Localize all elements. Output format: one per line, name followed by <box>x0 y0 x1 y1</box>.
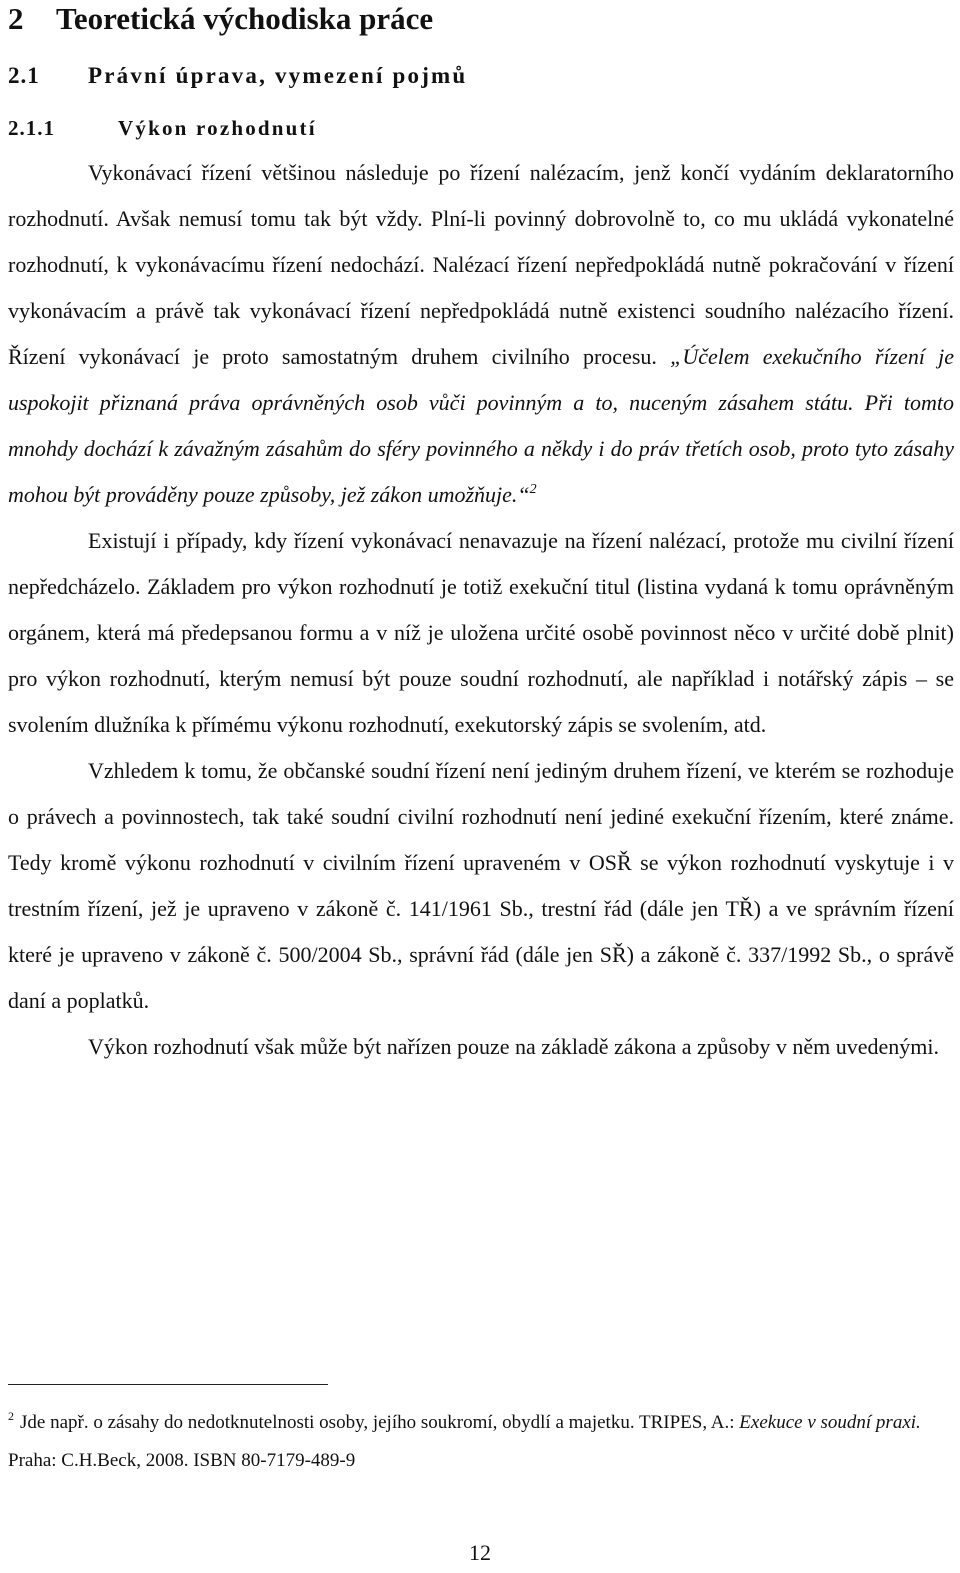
footnote-number: 2 <box>8 1409 14 1423</box>
footnote-text: Jde např. o zásahy do nedotknutelnosti osoby, jejího soukromí, obydlí a majetku. TRIPES, A.: <box>20 1412 740 1433</box>
section-number: 2.1 <box>8 63 40 88</box>
paragraph-3: Vzhledem k tomu, že občanské soudní řízení není jediným druhem řízení, ve kterém se rozhoduje o právech a povinnostech, tak také soudní civilní rozhodnutí není jediné exekuční řízením, které známe. Tedy kromě výkonu rozhodnutí v civilním řízení upraveném v OSŘ se výkon rozhodnutí vyskytuje i v trestním řízení, jež je upraveno v zákoně č. 141/1961 Sb., trestní řád (dále jen TŘ) a ve správním řízení které je upraveno v zákoně č. 500/2004 Sb., správní řád (dále jen SŘ) a zákoně č. 337/1992 Sb., o správě daní a poplatků. <box>8 758 954 1013</box>
chapter-heading <box>8 0 433 38</box>
paragraph-1-quote: „Účelem exekučního řízení je uspokojit přiznaná práva oprávněných osob vůči povinným a to, nuceným zásahem státu. Při tomto mnohdy dochází k závažným zásahům do sféry povinného a někdy i do práv třetích osob, proto tyto zásahy mohou být prováděny pouze způsoby, jež zákon umožňuje.“ <box>8 344 954 507</box>
footnote-publication: Praha: C.H.Beck, 2008. ISBN 80-7179-489-9 <box>8 1450 356 1471</box>
subsection-number: 2.1.1 <box>8 116 55 140</box>
chapter-title: Teoretická východiska práce <box>56 1 434 36</box>
footnote-book-title: Exekuce v soudní praxi. <box>739 1412 921 1433</box>
footnote <box>8 1404 954 1480</box>
section-title: Právní úprava, vymezení pojmů <box>88 63 468 88</box>
paragraph-1 <box>8 150 954 518</box>
chapter-number: 2 <box>8 1 24 36</box>
body-text <box>8 150 954 1070</box>
page-number: 12 <box>469 1540 491 1565</box>
paragraph-2: Existují i případy, kdy řízení vykonávací nenavazuje na řízení nalézací, protože mu civilní řízení nepředcházelo. Základem pro výkon rozhodnutí je totiž exekuční titul (listina vydaná k tomu oprávněným orgánem, která má předepsanou formu a v níž je uložena určité osobě povinnost něco v určité době plnit) pro výkon rozhodnutí, kterým nemusí být pouze soudní rozhodnutí, ale například i notářský zápis – se svolením dlužníka k přímému výkonu rozhodnutí, exekutorský zápis se svolením, atd. <box>8 528 954 737</box>
paragraph-1-text: Vykonávací řízení většinou následuje po řízení nalézacím, jenž končí vydáním deklaratorního rozhodnutí. Avšak nemusí tomu tak být vždy. Plní-li povinný dobrovolně to, co mu ukládá vykonatelné rozhodnutí, k vykonávacímu řízení nedochází. Nalézací řízení nepředpokládá nutně pokračování v řízení vykonávacím a právě tak vykonávací řízení nepředpokládá nutně existenci soudního nalézacího řízení. Řízení vykonávací je proto samostatným druhem civilního procesu. <box>8 160 954 369</box>
subsection-heading <box>8 110 317 146</box>
section-heading <box>8 58 467 94</box>
footnote-separator <box>8 1384 328 1385</box>
subsection-title: Výkon rozhodnutí <box>118 116 317 140</box>
paragraph-4: Výkon rozhodnutí však může být nařízen pouze na základě zákona a způsoby v něm uvedenými. <box>88 1034 939 1059</box>
footnote-reference[interactable]: 2 <box>529 482 537 497</box>
